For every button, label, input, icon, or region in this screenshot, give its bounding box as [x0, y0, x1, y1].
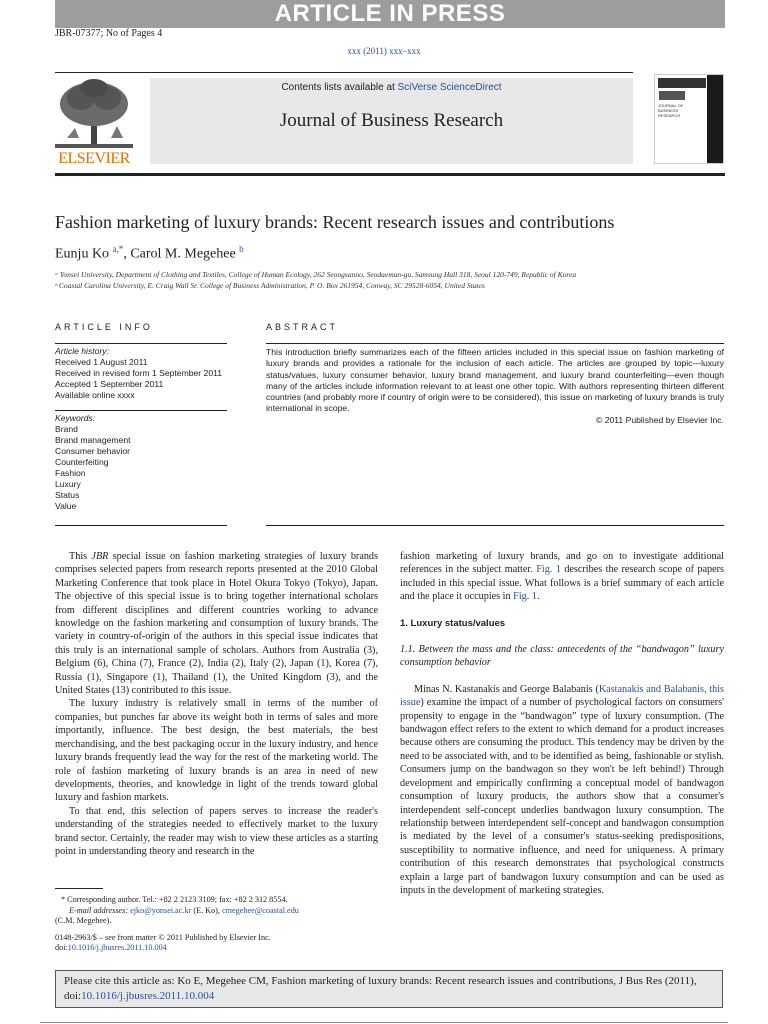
- elsevier-tree-icon: [55, 78, 133, 150]
- keyword-item: Brand management: [55, 435, 131, 445]
- cover-header-block: [658, 78, 706, 88]
- citation-doi-link[interactable]: 10.1016/j.jbusres.2011.10.004: [81, 990, 215, 1002]
- doi-line: doi:10.1016/j.jbusres.2011.10.004: [55, 943, 167, 953]
- journal-cover-thumbnail[interactable]: [654, 74, 724, 164]
- history-label: Article history:: [55, 346, 109, 356]
- affiliation-marker[interactable]: b: [239, 244, 244, 254]
- email-link[interactable]: cmegehee@coastal.edu: [222, 905, 299, 915]
- footnote-rule: [55, 888, 103, 889]
- abstract-body: [266, 347, 724, 426]
- journal-title: Journal of Business Research: [279, 110, 504, 131]
- cover-spine-strip: [707, 75, 723, 163]
- author-name: Eunju Ko: [55, 246, 110, 262]
- citation-link[interactable]: Kastanakis and Balabanis, this issue: [400, 683, 724, 709]
- page-bottom-rule: [40, 1022, 728, 1023]
- section-heading: 1. Luxury status/values: [400, 617, 506, 629]
- keyword-item: Status: [55, 490, 80, 500]
- history-item: Received in revised form 1 September 2011: [55, 368, 223, 378]
- issn-line: 0148-2963/$ – see front matter © 2011 Published by Elsevier Inc.: [55, 932, 271, 942]
- email-link[interactable]: ejko@yonsei.ac.kr: [130, 905, 192, 915]
- history-item: Available online xxxx: [55, 390, 135, 400]
- keyword-item: Value: [55, 501, 77, 511]
- history-item: Received 1 August 2011: [55, 357, 148, 367]
- manuscript-id: JBR-07377; No of Pages 4: [55, 28, 163, 39]
- keyword-item: Luxury: [55, 479, 81, 489]
- cover-image-block: [659, 91, 685, 100]
- affiliations: [55, 269, 735, 291]
- affiliation-b: ᵇ Coastal Carolina University, E. Craig Wall Sr. College of Business Administration, P. O. Box 261954, Conway, SC 29528-6054, United States: [55, 281, 485, 290]
- elsevier-logo: [55, 78, 133, 168]
- paper-title: Fashion marketing of luxury brands: Recent research issues and contributions: [55, 212, 615, 232]
- body-paragraph: This JBR special issue on fashion marketing strategies of luxury brands comprises selected papers from research reports presented at the 2010 Global Marketing Conference that took place in Hotel Okura Tokyo (Tokyo), Japan. The objective of this special issue is to bring together international scholars from different disciplines and different countries working to advance knowledge on the fashion marketing and consumption of luxury brands. The variety in country-of-origin of the authors in this special issue indicates that this truly is an international sample of scholars. Authors from Australia (3), Belgium (6), China (7), France (2), India (2), Italy (2), Japan (1), Korea (7), Russia (1), Singapore (1), Thailand (1), the United Kingdom (3), and the United States (13) contributed to this issue.: [55, 551, 378, 697]
- keyword-item: Fashion: [55, 468, 86, 478]
- history-item: Accepted 1 September 2011: [55, 379, 164, 389]
- citation-text: Please cite this article as: Ko E, Megehee CM, Fashion marketing of luxury brands: Recent research issues and contributions, J Bus Res (2011), doi:: [64, 975, 697, 1002]
- corresponding-author-note: * Corresponding author. Tel.: +82 2 2123 3109; fax: +82 2 312 8554.: [61, 895, 288, 904]
- journal-citation-line[interactable]: xxx (2011) xxx–xxx: [347, 46, 421, 56]
- publisher-name: ELSEVIER: [58, 150, 130, 167]
- abstract-text: This introduction briefly summarizes each of the fifteen articles included in this special issue on fashion marketing of luxury brands and provides a rationale for the inclusion of each article. The articles are grouped by topic—luxury status/values, luxury consumer behavior, luxury brand management, and luxury brand counterfeiting—even though many of the articles include information relevant to at least one other topic. With authors representing thirteen different countries (and probably more if country of origin were to be considered), this issue on marketing of luxury brands is truly international in scope.: [266, 347, 724, 414]
- keyword-item: Consumer behavior: [55, 446, 130, 456]
- article-history: [55, 346, 227, 401]
- header-bottom-rule: [55, 173, 725, 176]
- article-info-rule: [55, 343, 227, 344]
- affiliation-marker[interactable]: a,*: [112, 244, 124, 254]
- article-info-heading: ARTICLE INFO: [55, 322, 153, 332]
- keyword-item: Counterfeiting: [55, 457, 109, 467]
- keywords: [55, 413, 227, 512]
- author-name: Carol M. Megehee: [130, 246, 236, 262]
- email-owner: (C.M. Megehee).: [55, 916, 112, 926]
- body-right-column: [400, 550, 724, 897]
- abstract-heading: ABSTRACT: [266, 322, 339, 332]
- header-top-rule: [55, 72, 633, 73]
- footnotes: [55, 895, 378, 954]
- cover-title-text: JOURNAL OF BUSINESS RESEARCH: [658, 103, 684, 118]
- keywords-label: Keywords:: [55, 413, 96, 423]
- abstract-bottom-rule: [266, 525, 724, 526]
- body-paragraph: Minas N. Kastanakis and George Balabanis (Kastanakis and Balabanis, this issue) examine the impact of a number of psychological factors on consumers' propensity to engage in the “bandwagon” type of luxury consumption. (The bandwagon effect refers to the extent to which demand for a product increases because others are consuming the product. This tendency may be driven by the need to be associated with, and to be identified as being, fashionable or stylish. Consumers jump on the bandwagon so they won't be left behind!) Through development and empirically confirming a conceptual model of bandwagon consumption of luxury products, the authors show that a consumer's interdependent self-concept underlies bandwagon luxury consumption. The relationship between interdependent self-concept and bandwagon consumption is mediated by the level of a consumer's status-seeking predispositions, susceptibility to normative influence, and need for uniqueness. A primary contribution of this research demonstrates that psychological constructs explain a large part of bandwagon luxury consumption and can be used as inputs in the development of marketing strategies.: [400, 683, 724, 896]
- journal-header-box: [150, 78, 633, 164]
- contents-prefix: Contents lists available at: [281, 82, 398, 93]
- figure-link[interactable]: Fig. 1: [536, 564, 561, 576]
- body-left-column: [55, 550, 378, 858]
- keywords-rule: [55, 410, 227, 411]
- article-in-press-banner: ARTICLE IN PRESS: [55, 0, 725, 28]
- contents-line: [150, 82, 633, 93]
- author-list: [55, 244, 244, 263]
- keyword-item: Brand: [55, 424, 78, 434]
- citation-box: [55, 970, 723, 1008]
- subsection-heading: 1.1. Between the mass and the class: antecedents of the “bandwagon” luxury consumption behavior: [400, 644, 724, 669]
- abstract-copyright: © 2011 Published by Elsevier Inc.: [596, 414, 724, 425]
- body-paragraph: fashion marketing of luxury brands, and go on to investigate additional references in the subject matter. Fig. 1 describes the research scope of papers included in this special issue. What follows is a brief summary of each article and the place it occupies in Fig. 1.: [400, 551, 725, 603]
- email-addresses: E-mail addresses: ejko@yonsei.ac.kr (E. Ko), cmegehee@coastal.edu: [69, 905, 299, 915]
- info-bottom-rule: [55, 525, 227, 526]
- abstract-rule: [266, 343, 724, 344]
- affiliation-a: ᵃ Yonsei University, Department of Clothing and Textiles, College of Human Ecology, 262 Seongsanno, Seodaemun-gu, Samsung Hall 318, Seoul 120-749, Republic of Korea: [55, 270, 577, 279]
- body-paragraph: To that end, this selection of papers serves to increase the reader's understanding of the strategies needed to effectively market to the luxury brand sector. Certainly, the reader may wish to view these articles as a starting point in understanding theory and research in the: [55, 805, 378, 857]
- author-separator: ,: [123, 246, 131, 262]
- body-paragraph: The luxury industry is relatively small in terms of the number of companies, but punches far above its weight both in terms of sales and more importantly, influence. The best design, the best materials, the best merchandising, and the best packaging occur in the luxury industry, and hence luxury brands frequently lead the way for the rest of the marketing world. The role of fashion marketing of luxury brands is an area in need of new developments, theories, and knowledge in light of the trends toward global luxury and fashion markets.: [55, 698, 378, 804]
- sciencedirect-link[interactable]: SciVerse ScienceDirect: [397, 82, 502, 93]
- figure-link[interactable]: Fig. 1: [513, 591, 537, 603]
- doi-link[interactable]: 10.1016/j.jbusres.2011.10.004: [67, 943, 167, 953]
